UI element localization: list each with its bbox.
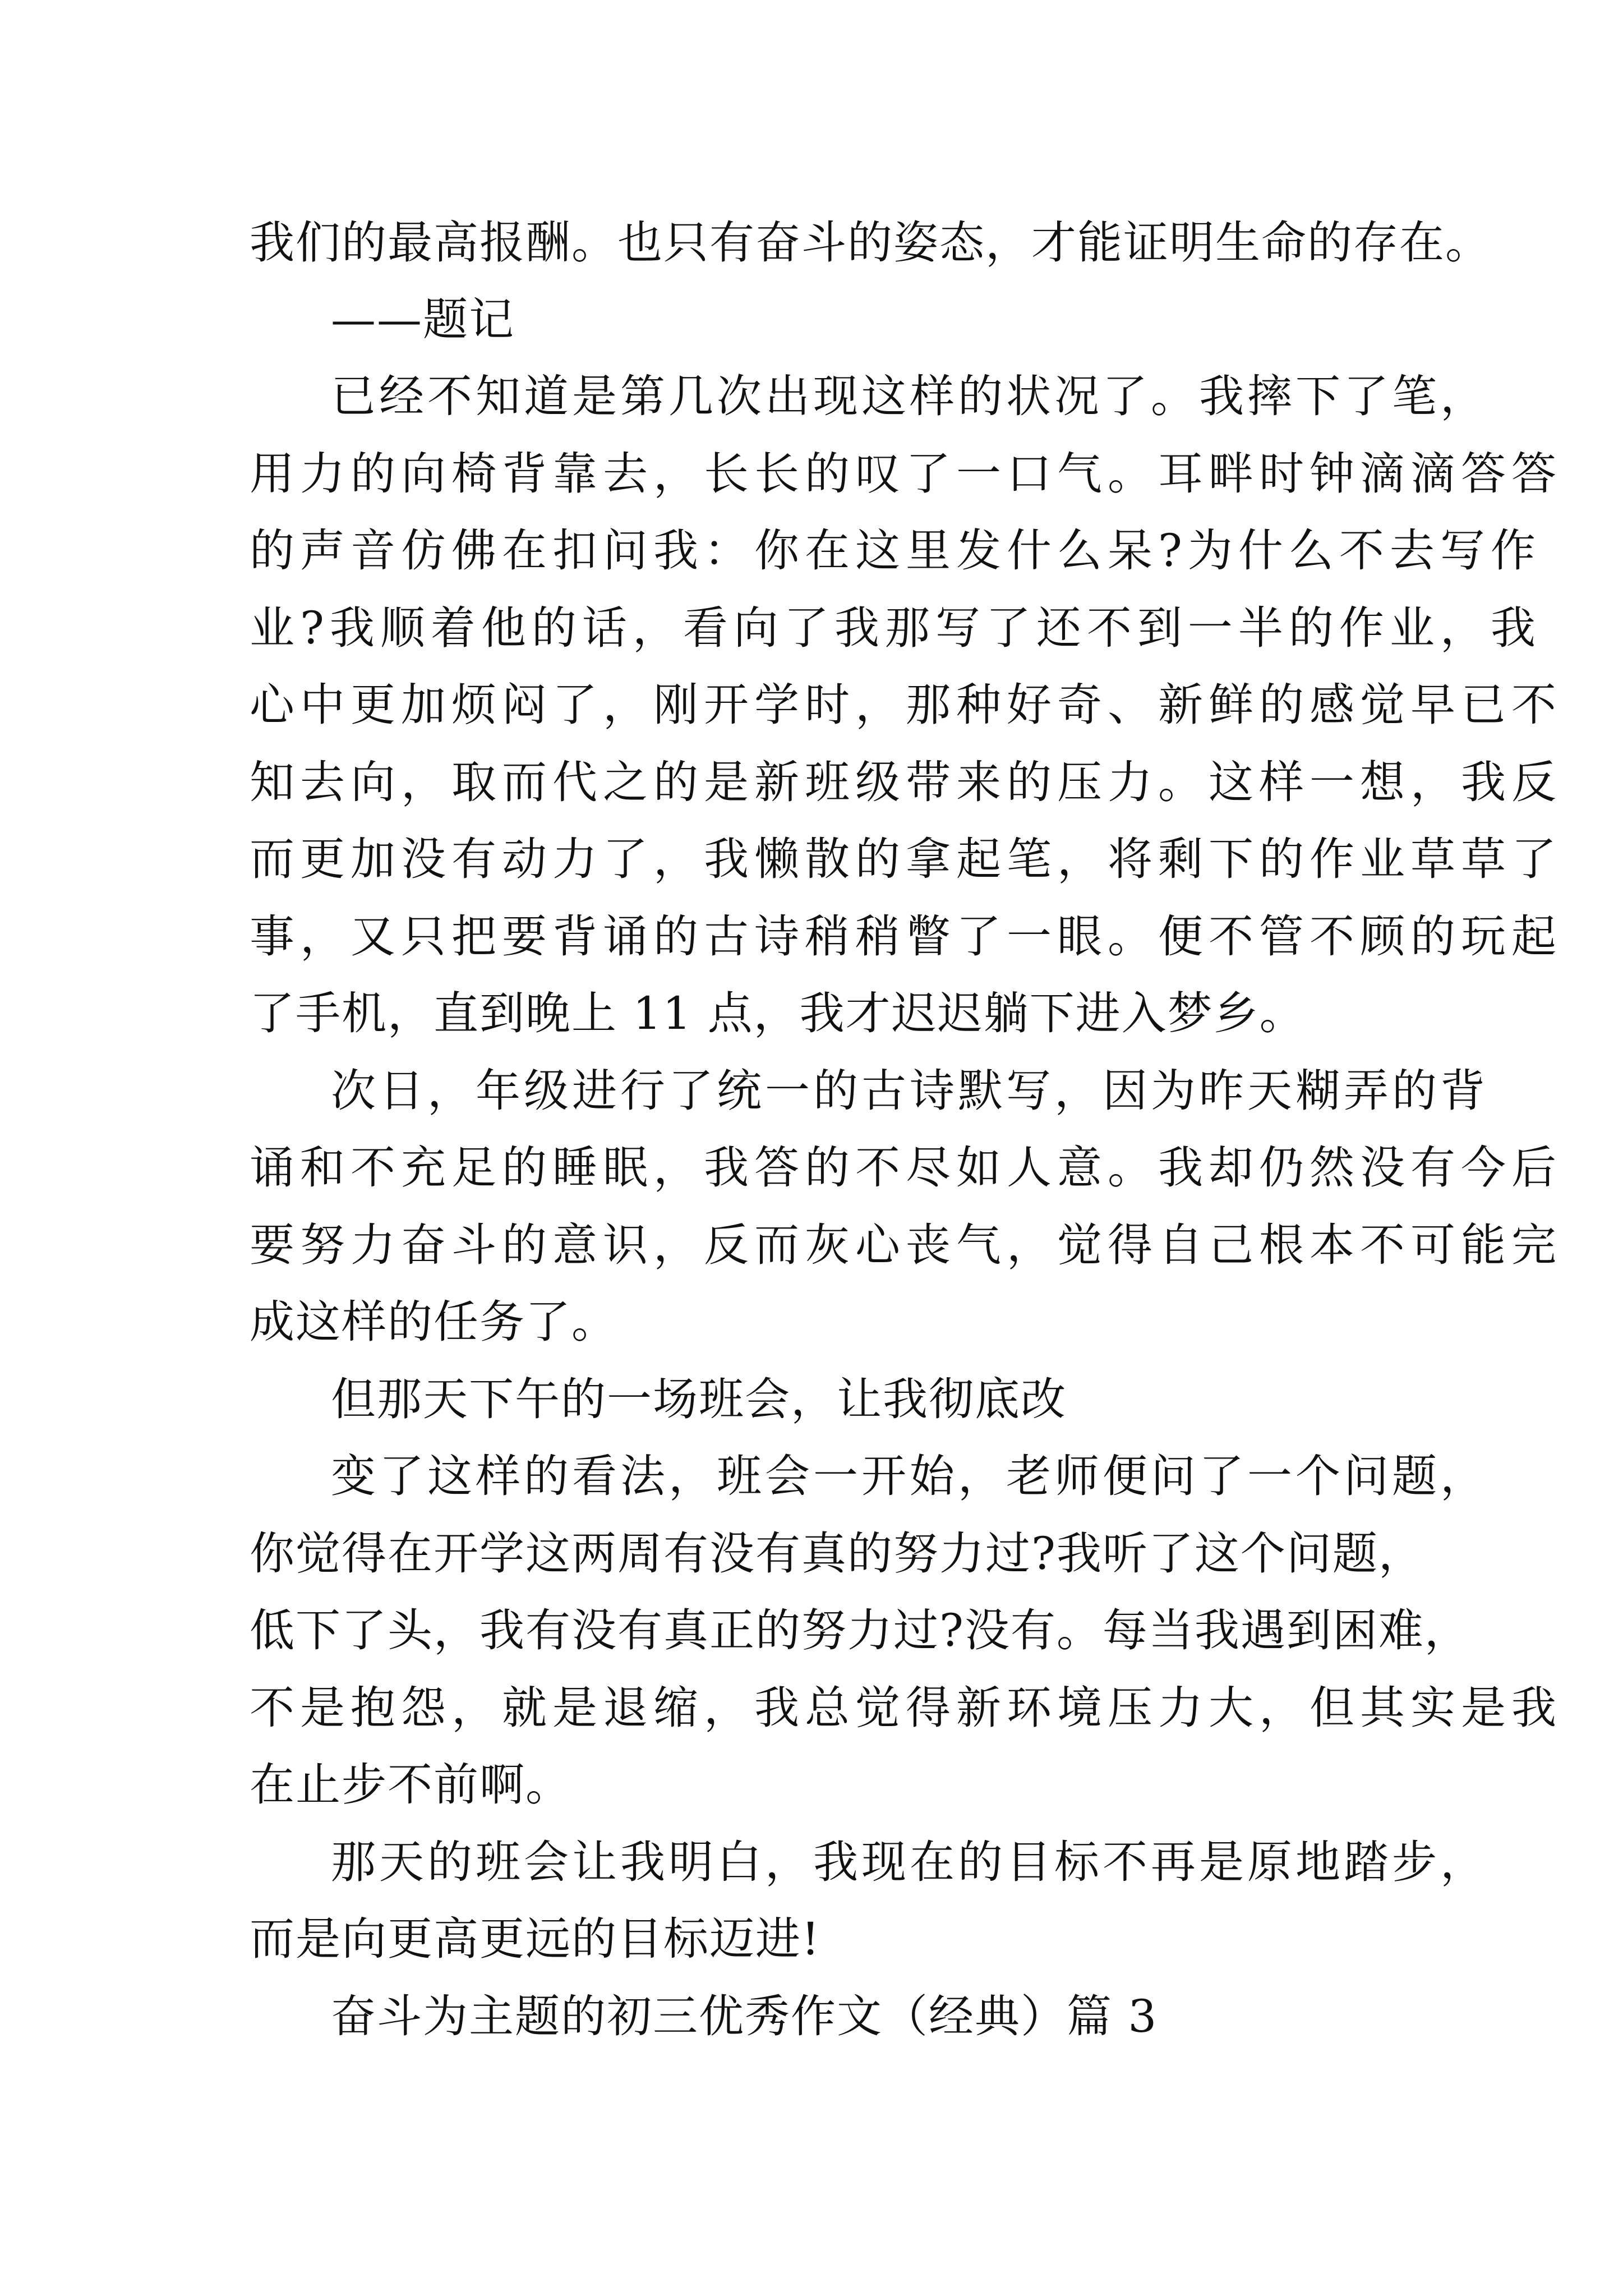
text-line: 我们的最高报酬。也只有奋斗的姿态，才能证明生命的存在。 <box>250 217 1491 269</box>
text-line: 而是向更高更远的目标迈进! <box>250 1913 821 1965</box>
text-line: 低下了头，我有没有真正的努力过?没有。每当我遇到困难， <box>250 1604 1470 1657</box>
text-line: 在止步不前啊。 <box>250 1759 571 1811</box>
text-line: 而更加没有动力了，我懒散的拿起笔，将剩下的作业草草了 <box>250 833 1562 885</box>
text-line: 要努力奋斗的意识，反而灰心丧气，觉得自己根本不可能完 <box>250 1219 1562 1271</box>
text-line: 你觉得在开学这两周有没有真的努力过?我听了这个问题， <box>250 1527 1424 1580</box>
text-line: 用力的向椅背靠去，长长的叹了一口气。耳畔时钟滴滴答答 <box>250 448 1562 500</box>
text-line: 次日，年级进行了统一的古诗默写，因为昨天糊弄的背 <box>331 1065 1488 1117</box>
text-line: 不是抱怨，就是退缩，我总觉得新环境压力大，但其实是我 <box>250 1682 1562 1734</box>
text-line: 业?我顺着他的话，看向了我那写了还不到一半的作业，我 <box>250 602 1541 654</box>
text-line: 了手机，直到晚上 11 点，我才迟迟躺下进入梦乡。 <box>250 987 1306 1039</box>
text-line: 诵和不充足的睡眠，我答的不尽如人意。我却仍然没有今后 <box>250 1142 1562 1194</box>
text-line: ——题记 <box>331 293 515 346</box>
text-line: 知去向，取而代之的是新班级带来的压力。这样一想，我反 <box>250 756 1562 808</box>
text-line: 的声音仿佛在扣问我：你在这里发什么呆?为什么不去写作 <box>250 524 1541 577</box>
text-line: 那天的班会让我明白，我现在的目标不再是原地踏步， <box>331 1836 1488 1888</box>
text-line: 成这样的任务了。 <box>250 1296 617 1348</box>
text-line: 变了这样的看法，班会一开始，老师便问了一个问题， <box>331 1450 1488 1502</box>
text-line: 心中更加烦闷了，刚开学时，那种好奇、新鲜的感觉早已不 <box>250 679 1562 731</box>
text-line: 但那天下午的一场班会，让我彻底改 <box>331 1373 1067 1425</box>
text-line: 已经不知道是第几次出现这样的状况了。我摔下了笔， <box>331 370 1488 422</box>
text-line: 事，又只把要背诵的古诗稍稍瞥了一眼。便不管不顾的玩起 <box>250 910 1562 963</box>
text-line: 奋斗为主题的初三优秀作文（经典）篇 3 <box>331 1990 1158 2042</box>
